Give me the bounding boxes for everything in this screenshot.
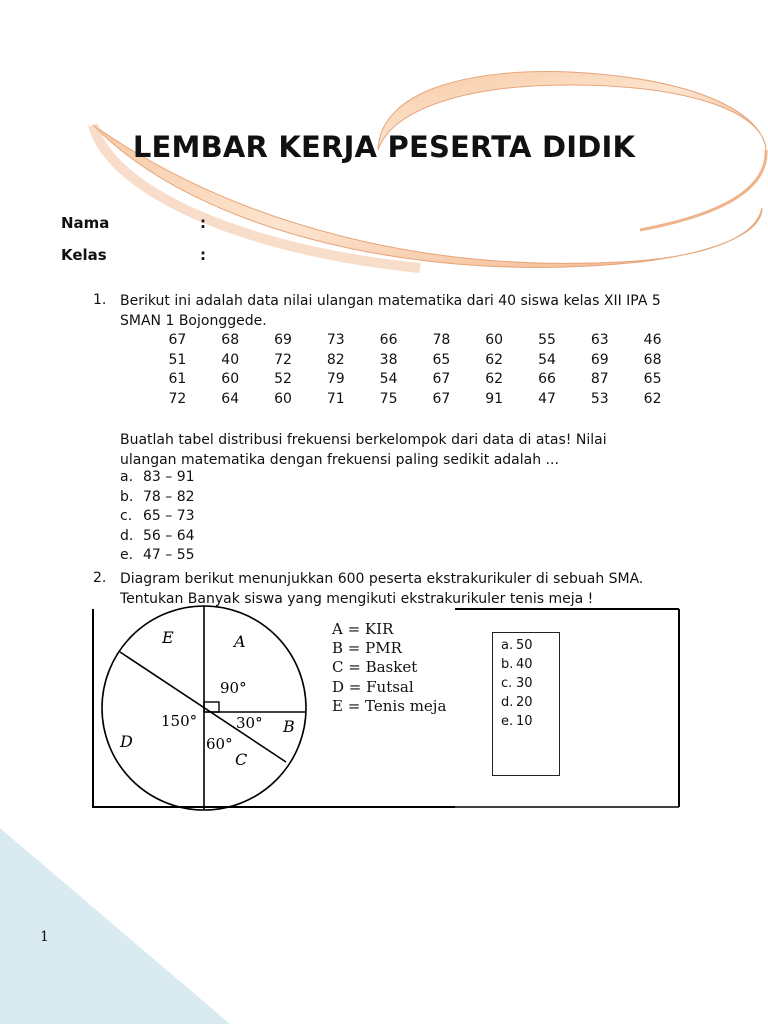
option-letter: e. (120, 547, 134, 564)
table-cell: 66 (379, 331, 398, 348)
answer-value: 50 (516, 638, 533, 653)
pie-label-a: A (234, 632, 246, 651)
q1-text: Berikut ini adalah data nilai ulangan matematika dari 40 siswa kelas XII IPA 5 SMAN 1 Bojonggede. (120, 293, 661, 329)
option-letter: c. (120, 508, 133, 525)
table-cell: 53 (590, 391, 609, 408)
answer-a[interactable] (501, 636, 559, 655)
option-text: 83 – 91 (143, 469, 195, 485)
name-colon: : (200, 214, 206, 232)
q1-instruction: Buatlah tabel distribusi frekuensi berkelompok dari data di atas! Nilai ulangan matematika dengan frekuensi paling sedikit adalah ... (120, 432, 607, 468)
table-cell: 54 (538, 351, 556, 368)
answer-letter: c. (501, 676, 513, 691)
name-label: Nama (61, 214, 110, 232)
table-cell: 69 (274, 331, 292, 348)
legend-item-d: D = Futsal (332, 677, 414, 696)
table-cell: 38 (379, 351, 398, 368)
page-title: LEMBAR KERJA PESERTA DIDIK (132, 130, 636, 164)
table-cell: 79 (326, 371, 345, 388)
q2-number: 2. (93, 570, 107, 586)
table-cell: 69 (590, 351, 609, 368)
table-cell: 67 (168, 331, 187, 348)
answer-value: 30 (516, 676, 533, 691)
q2-text: Diagram berikut menunjukkan 600 peserta ekstrakurikuler di sebuah SMA. Tentukan Banyak siswa yang mengikuti ekstrakurikuler tenis meja ! (120, 571, 644, 607)
table-cell: 46 (643, 331, 662, 348)
pie-label-c: C (235, 750, 248, 769)
table-cell: 66 (538, 371, 556, 388)
table-cell: 60 (485, 331, 504, 348)
option-letter: d. (120, 527, 134, 544)
option-letter: a. (120, 469, 134, 485)
option-letter: b. (120, 488, 134, 505)
table-cell: 63 (590, 331, 609, 348)
table-cell: 75 (379, 391, 398, 408)
pie-label-e: E (162, 628, 174, 647)
answer-value: 40 (516, 657, 533, 672)
table-cell: 72 (274, 351, 292, 368)
table-cell: 65 (432, 351, 451, 368)
table-cell: 68 (643, 351, 662, 368)
table-cell: 62 (485, 351, 504, 368)
pie-label-b: B (283, 717, 295, 736)
legend-item-a: A = KIR (332, 620, 394, 638)
angle-90: 90° (220, 679, 247, 697)
answer-letter: b. (501, 657, 514, 672)
answer-c[interactable] (501, 674, 559, 693)
table-cell: 40 (221, 351, 240, 368)
option-text: 78 – 82 (143, 488, 195, 505)
page-number: 1 (40, 929, 49, 945)
legend-item-b: B = PMR (332, 639, 402, 658)
legend-item-e: E = Tenis meja (332, 696, 447, 715)
table-cell: 68 (221, 331, 240, 348)
table-cell: 73 (326, 331, 345, 348)
option-text: 47 – 55 (143, 547, 195, 564)
answer-e[interactable] (501, 712, 559, 731)
table-cell: 64 (221, 391, 240, 408)
right-angle-marker (204, 702, 219, 712)
answer-choices-box (492, 632, 560, 776)
table-cell: 65 (643, 371, 662, 388)
table-cell: 47 (538, 391, 556, 408)
table-cell: 78 (432, 331, 451, 348)
answer-value: 20 (516, 695, 533, 710)
angle-30: 30° (236, 714, 263, 732)
table-cell: 67 (432, 371, 451, 388)
option-text: 65 – 73 (143, 508, 195, 525)
table-cell: 62 (643, 391, 662, 408)
answer-b[interactable] (501, 655, 559, 674)
table-cell: 72 (168, 391, 187, 408)
table-cell: 51 (168, 351, 187, 368)
pie-divider-diagonal (120, 652, 286, 762)
table-cell: 87 (590, 371, 609, 388)
angle-150: 150° (161, 712, 198, 730)
table-cell: 60 (274, 391, 292, 408)
legend-item-c: C = Basket (332, 658, 418, 677)
answer-letter: e. (501, 714, 514, 729)
table-cell: 91 (485, 391, 504, 408)
answer-letter: a. (501, 638, 514, 653)
pie-legend (332, 620, 446, 716)
option-text: 56 – 64 (143, 527, 195, 544)
q1-number: 1. (93, 292, 107, 308)
pie-label-d: D (120, 732, 133, 751)
table-cell: 60 (221, 371, 240, 388)
answer-letter: d. (501, 695, 514, 710)
answer-d[interactable] (501, 693, 559, 712)
table-cell: 62 (485, 371, 504, 388)
table-cell: 61 (168, 371, 187, 388)
table-cell: 52 (274, 371, 292, 388)
table-cell: 55 (538, 331, 556, 348)
table-cell: 67 (432, 391, 451, 408)
answer-value: 10 (516, 714, 533, 729)
class-colon: : (200, 246, 206, 264)
angle-60: 60° (206, 735, 233, 753)
table-cell: 54 (379, 371, 398, 388)
class-label: Kelas (61, 246, 107, 264)
table-cell: 82 (326, 351, 345, 368)
table-cell: 71 (326, 391, 345, 408)
